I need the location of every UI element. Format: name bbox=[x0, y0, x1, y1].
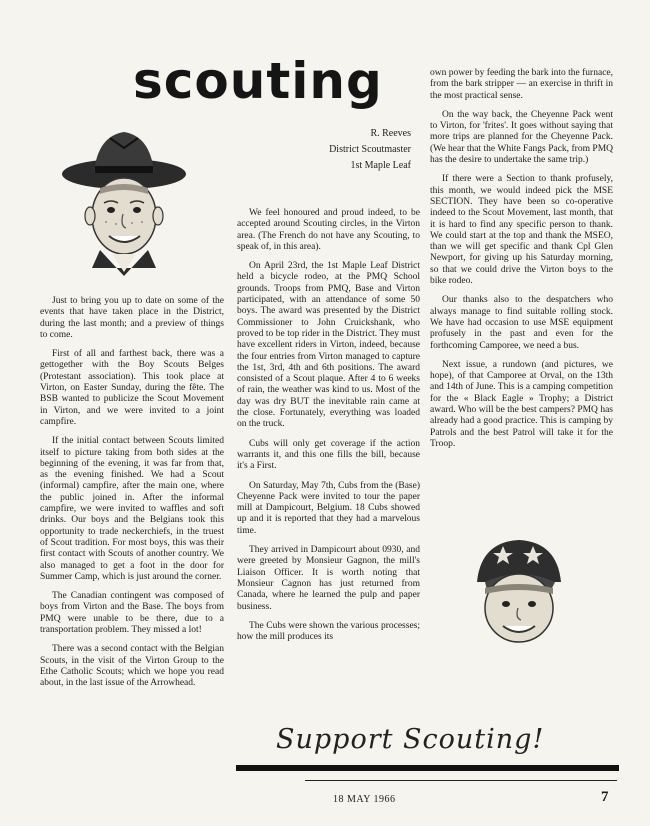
paragraph: On April 23rd, the 1st Maple Leaf District held a bicycle rodeo, at the PMQ School grounds. Troops from PMQ, Base and Virton participated, with an attendance of some 50 boys. The award was presented by the District Commissioner to John Cruickshank, who proved to be top rider in the District. They must have excellent riders in Virton, indeed, because the four entries from Virton managed to capture the 1st, 3rd, 4th and 6th positions. The award consisted of a Scout plaque. After 4 to 6 weeks of rain, the weather was kind to us. Most of the day was dry BUT the inevitable rain came at the close. Fortunately, everything was loaded on the truck. bbox=[237, 261, 420, 430]
footer-rule-thin bbox=[305, 780, 617, 781]
article-column-3 bbox=[430, 68, 613, 458]
support-scouting-slogan: Support Scouting! bbox=[276, 724, 545, 755]
author-name: R. Reeves bbox=[370, 128, 411, 139]
paragraph: The Canadian contingent was composed of boys from Virton and the Base. The boys from PMQ were unable to be there, due to a transportation problem. They missed a lot! bbox=[40, 591, 224, 636]
footer-rule-thick bbox=[236, 765, 619, 771]
author-troop: 1st Maple Leaf bbox=[350, 160, 411, 171]
author-byline bbox=[285, 126, 411, 174]
page-title: scouting bbox=[133, 52, 383, 110]
paragraph: If there were a Section to thank profusely, this month, we would indeed pick the MSE SECTION. They have been so co-operative indeed to the Scout Movement, last month, that it is hard to find any specific person to thank. We could start at the top and thank the MSEO, than we will get specific and thank Cpl Glen Newport, for giving up his Saturday morning, so that we could drive the Virton boys to the bike rodeo. bbox=[430, 174, 613, 287]
paragraph: Our thanks also to the despatchers who always manage to find suitable rolling stock. We have had occasion to use MSE equipment profusely in the past and even for the forthcoming Camporee, we need a bus. bbox=[430, 295, 613, 351]
paragraph: There was a second contact with the Belgian Scouts, in the visit of the Virton Group to the Ethe Catholic Scouts; which we hope you read about, in the last issue of the Arrowhead. bbox=[40, 644, 224, 689]
paragraph: If the initial contact between Scouts limited itself to picture taking from both sides at the beginning of the evening, it was far from that, as the evening finished. We had a Scout (informal) campfire, after the main one, where the public joined in. After the informal campfire, we were invited to waffles and soft drinks. Our boys and the Belgians took this opportunity to trade neckerchiefs, in the truest of Scout tradition. For most boys, this was their first contact with Scouts of another country. We also managed to get a foot in the door for Summer Camp, which is just around the corner. bbox=[40, 436, 224, 582]
paragraph: On Saturday, May 7th, Cubs from the (Base) Cheyenne Pack were invited to tour the paper mill at Dampicourt, Belgium. 18 Cubs showed up and it is reported that they had a marvelous time. bbox=[237, 480, 420, 536]
article-column-2 bbox=[237, 208, 420, 651]
scout-in-campaign-hat-illustration bbox=[60, 128, 188, 278]
author-role: District Scoutmaster bbox=[329, 144, 411, 155]
paragraph: Next issue, a rundown (and pictures, we hope), of that Camporee at Orval, on the 13th and 14th of June. This is a camping competition for the « Black Eagle » Trophy; a District award. Who will be the best campers? PMQ has already had a good practice. This is camping by Patrols and the best Patrol will take it for the Troop. bbox=[430, 359, 613, 449]
paragraph: They arrived in Dampicourt about 0930, and were greeted by Monsieur Gagnon, the mill's Liaison Officer. It is worth noting that Monsieur Cagnon has just returned from Canada, where he learned the pulp and paper business. bbox=[237, 545, 420, 612]
paragraph: own power by feeding the bark into the furnace, from the bark stripper — an exercise in thrift in the most practical sense. bbox=[430, 68, 613, 101]
page-number: 7 bbox=[601, 789, 609, 805]
article-column-1 bbox=[40, 296, 224, 698]
paragraph: On the way back, the Cheyenne Pack went to Virton, for 'frites'. It goes without saying that more trips are planned for the Cheyenne Pack. (We hear that the White Fangs Pack, from PMQ has the desire to undertake the same trip.) bbox=[430, 109, 613, 166]
paragraph: The Cubs were shown the various processes; how the mill produces its bbox=[237, 620, 420, 643]
paragraph: Cubs will only get coverage if the action warrants it, and this one fills the bill, because it's a First. bbox=[237, 438, 420, 472]
paragraph: Just to bring you up to date on some of the events that have taken place in the District, during the last month; and a preview of things to come. bbox=[40, 296, 224, 340]
cub-scout-in-cap-illustration bbox=[463, 536, 573, 646]
paragraph: We feel honoured and proud indeed, to be accepted around Scouting circles, in the Virton area. (The French do not have any Scouting, to speak of, in this area). bbox=[237, 208, 420, 252]
issue-date: 18 MAY 1966 bbox=[333, 794, 396, 805]
paragraph: First of all and farthest back, there was a gettogether with the Boy Scouts Belges (Protestant association). This took place at Virton, on Easter Sunday, during the fête. The BSB wanted to publicize the Scout Movement in Virton, and we were invited to a joint campfire. bbox=[40, 349, 224, 427]
